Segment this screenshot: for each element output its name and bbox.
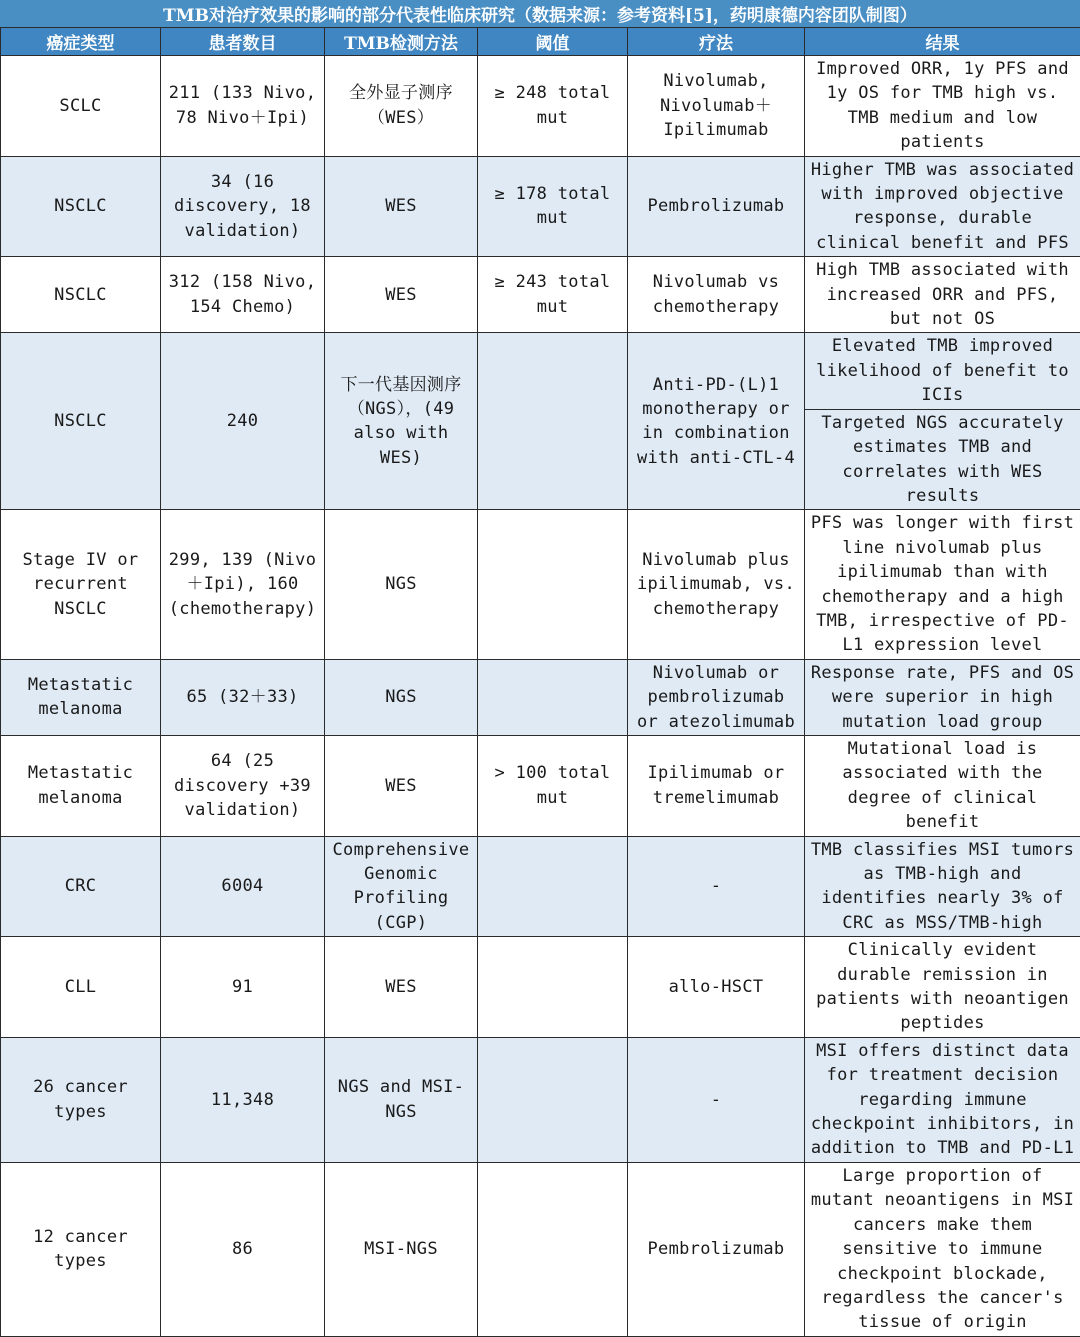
cancer-type-cell: CLL [1, 937, 161, 1038]
table-row [1, 1037, 1080, 1162]
therapy-cell: Ipilimumab or tremelimumab [628, 735, 805, 836]
therapy-cell: Nivolumab vs chemotherapy [628, 257, 805, 333]
table-row [1, 1162, 1080, 1336]
patient-count-cell: 64 (25 discovery +39 validation) [161, 735, 325, 836]
patient-count-cell: 312 (158 Nivo, 154 Chemo) [161, 257, 325, 333]
therapy-cell: Nivolumab, Nivolumab＋Ipilimumab [628, 56, 805, 157]
tmb-method-cell: WES [325, 937, 478, 1038]
patient-count-cell: 11,348 [161, 1037, 325, 1162]
patient-count-cell: 91 [161, 937, 325, 1038]
cancer-type-cell: 26 cancer types [1, 1037, 161, 1162]
tmb-method-cell: NGS [325, 510, 478, 659]
therapy-cell: allo-HSCT [628, 937, 805, 1038]
header-row [1, 28, 1080, 56]
threshold-cell: ≥ 243 total mut [478, 257, 628, 333]
threshold-cell [478, 1037, 628, 1162]
clinical-studies-table [0, 27, 1080, 1337]
results-cell: Clinically evident durable remission in patients with neoantigen peptides [805, 937, 1080, 1038]
patient-count-cell: 34 (16 discovery, 18 validation) [161, 156, 325, 257]
threshold-cell [478, 510, 628, 659]
table-row [1, 836, 1080, 937]
results-cell: Targeted NGS accurately estimates TMB and correlates with WES results [805, 409, 1080, 510]
tmb-method-cell: 全外显子测序（WES） [325, 56, 478, 157]
table-row [1, 56, 1080, 157]
table-row [1, 659, 1080, 735]
cancer-type-cell: Stage IV or recurrent NSCLC [1, 510, 161, 659]
patient-count-cell: 211 (133 Nivo, 78 Nivo＋Ipi) [161, 56, 325, 157]
cancer-type-cell: NSCLC [1, 156, 161, 257]
cancer-type-cell: CRC [1, 836, 161, 937]
results-cell: Mutational load is associated with the degree of clinical benefit [805, 735, 1080, 836]
threshold-cell [478, 836, 628, 937]
header-therapy: 疗法 [628, 28, 805, 56]
tmb-method-cell: WES [325, 257, 478, 333]
results-cell: PFS was longer with first line nivolumab plus ipilimumab than with chemotherapy and a high TMB, irrespective of PD-L1 expression level [805, 510, 1080, 659]
results-cell: Large proportion of mutant neoantigens in MSI cancers make them sensitive to immune checkpoint blockade, regardless the cancer's tissue of origin [805, 1162, 1080, 1336]
header-cancer-type: 癌症类型 [1, 28, 161, 56]
patient-count-cell: 86 [161, 1162, 325, 1336]
patient-count-cell: 65 (32＋33) [161, 659, 325, 735]
header-patient-count: 患者数目 [161, 28, 325, 56]
results-cell: Higher TMB was associated with improved objective response, durable clinical benefit and PFS [805, 156, 1080, 257]
cancer-type-cell: 12 cancer types [1, 1162, 161, 1336]
threshold-cell [478, 659, 628, 735]
tmb-method-cell: WES [325, 156, 478, 257]
therapy-cell: - [628, 1037, 805, 1162]
therapy-cell: Anti-PD-(L)1 monotherapy or in combination with anti-CTL-4 [628, 333, 805, 510]
tmb-method-cell: NGS and MSI-NGS [325, 1037, 478, 1162]
results-cell: MSI offers distinct data for treatment decision regarding immune checkpoint inhibitors, in addition to TMB and PD-L1 [805, 1037, 1080, 1162]
patient-count-cell: 6004 [161, 836, 325, 937]
therapy-cell: Nivolumab plus ipilimumab, vs. chemotherapy [628, 510, 805, 659]
table-title: TMB对治疗效果的影响的部分代表性临床研究（数据来源：参考资料[5]，药明康德内容团队制图） [0, 0, 1080, 27]
threshold-cell [478, 1162, 628, 1336]
table-row [1, 156, 1080, 257]
table-row [1, 735, 1080, 836]
threshold-cell [478, 937, 628, 1038]
tmb-method-cell: MSI-NGS [325, 1162, 478, 1336]
cancer-type-cell: SCLC [1, 56, 161, 157]
header-results: 结果 [805, 28, 1080, 56]
tmb-method-cell: 下一代基因测序（NGS），(49 also with WES) [325, 333, 478, 510]
cancer-type-cell: NSCLC [1, 257, 161, 333]
table-row [1, 257, 1080, 333]
header-threshold: 阈值 [478, 28, 628, 56]
therapy-cell: Pembrolizumab [628, 156, 805, 257]
threshold-cell: ≥ 178 total mut [478, 156, 628, 257]
tmb-method-cell: WES [325, 735, 478, 836]
tmb-method-cell: Comprehensive Genomic Profiling (CGP) [325, 836, 478, 937]
tmb-method-cell: NGS [325, 659, 478, 735]
cancer-type-cell: NSCLC [1, 333, 161, 510]
therapy-cell: - [628, 836, 805, 937]
cancer-type-cell: Metastatic melanoma [1, 659, 161, 735]
therapy-cell: Pembrolizumab [628, 1162, 805, 1336]
results-cell: Improved ORR, 1y PFS and 1y OS for TMB high vs. TMB medium and low patients [805, 56, 1080, 157]
results-cell: Elevated TMB improved likelihood of benefit to ICIs [805, 333, 1080, 409]
table-row [1, 510, 1080, 659]
threshold-cell: ≥ 248 total mut [478, 56, 628, 157]
cancer-type-cell: Metastatic melanoma [1, 735, 161, 836]
threshold-cell: > 100 total mut [478, 735, 628, 836]
results-cell: Response rate, PFS and OS were superior in high mutation load group [805, 659, 1080, 735]
table-row [1, 937, 1080, 1038]
results-cell: High TMB associated with increased ORR and PFS, but not OS [805, 257, 1080, 333]
patient-count-cell: 299, 139 (Nivo＋Ipi), 160 (chemotherapy) [161, 510, 325, 659]
results-cell: TMB classifies MSI tumors as TMB-high and identifies nearly 3% of CRC as MSS/TMB-high [805, 836, 1080, 937]
table-row [1, 333, 1080, 409]
threshold-cell [478, 333, 628, 510]
header-tmb-method: TMB检测方法 [325, 28, 478, 56]
patient-count-cell: 240 [161, 333, 325, 510]
therapy-cell: Nivolumab or pembrolizumab or atezolimumab [628, 659, 805, 735]
